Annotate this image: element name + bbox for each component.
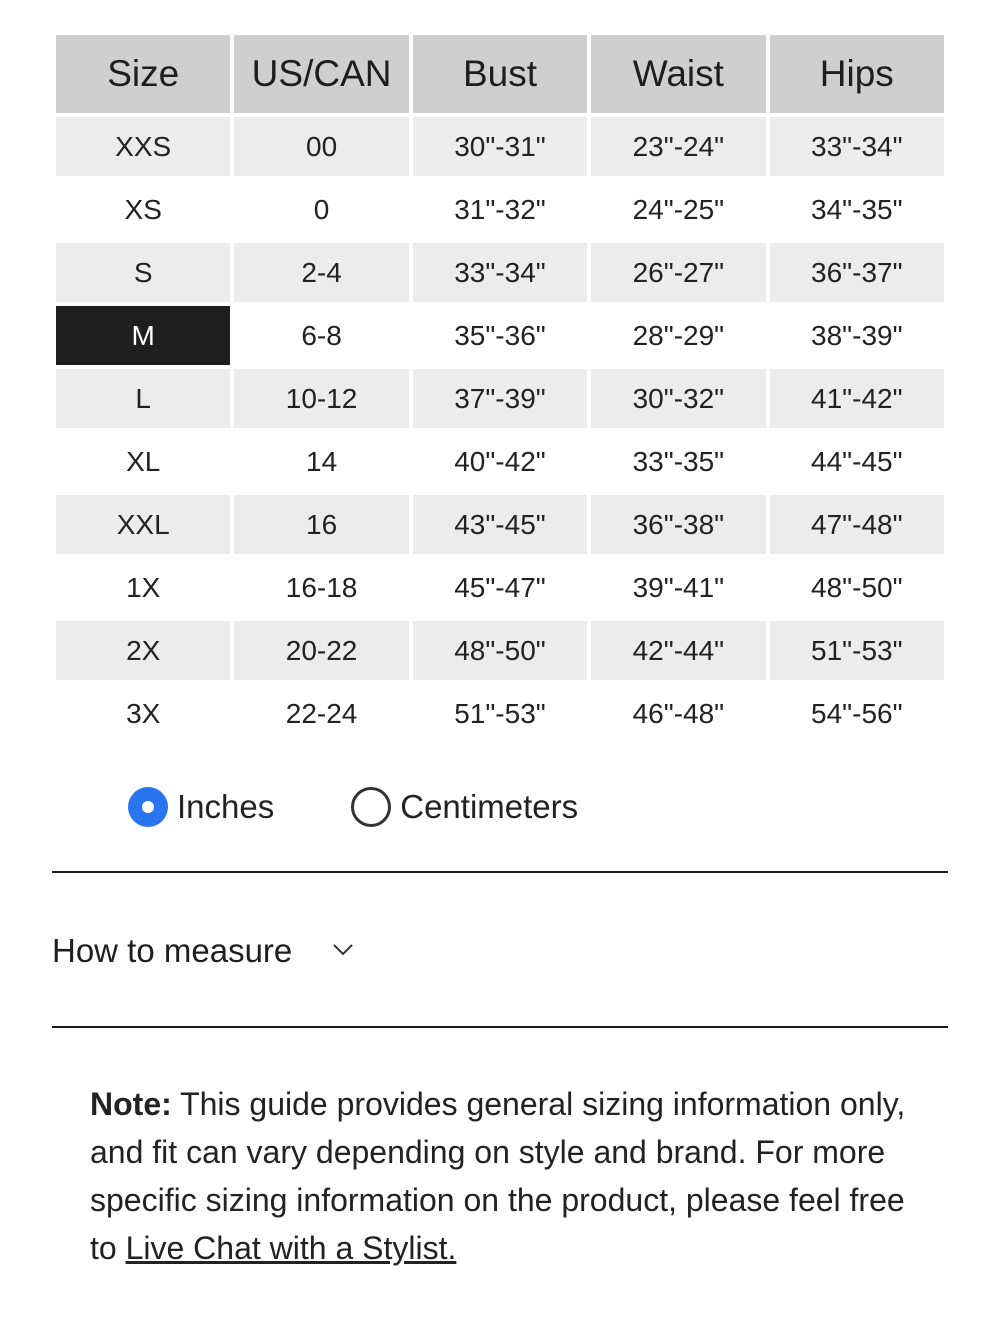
inches-radio[interactable] bbox=[128, 787, 168, 827]
cell-bust: 45"-47" bbox=[454, 571, 546, 603]
cell-bust: 35"-36" bbox=[454, 319, 546, 351]
cell-us-can: 2-4 bbox=[234, 243, 408, 302]
cell-us-can: 20-22 bbox=[234, 621, 408, 680]
unit-option-inches[interactable] bbox=[128, 787, 274, 827]
table-row bbox=[56, 684, 944, 743]
header-bust: Bust bbox=[413, 35, 587, 113]
cell-us-can: 22-24 bbox=[285, 697, 358, 729]
size-chart-table bbox=[52, 31, 948, 747]
cell-waist: 36"-38" bbox=[591, 495, 765, 554]
header-hips: Hips bbox=[770, 35, 944, 113]
divider-top bbox=[52, 871, 948, 873]
unit-option-centimeters[interactable] bbox=[351, 787, 578, 827]
cell-waist: 28"-29" bbox=[632, 319, 725, 351]
table-row bbox=[56, 432, 944, 491]
cell-size: XS bbox=[124, 193, 162, 225]
sizing-note bbox=[90, 1080, 930, 1272]
cell-bust: 48"-50" bbox=[413, 621, 587, 680]
cell-size: XL bbox=[126, 445, 161, 477]
cell-bust: 51"-53" bbox=[454, 697, 546, 729]
table-row bbox=[56, 621, 944, 680]
cell-hips: 48"-50" bbox=[811, 571, 903, 603]
cell-us-can: 6-8 bbox=[301, 319, 342, 351]
cell-us-can: 00 bbox=[234, 117, 408, 176]
table-row bbox=[56, 369, 944, 428]
cell-waist: 42"-44" bbox=[591, 621, 765, 680]
header-us-can: US/CAN bbox=[234, 35, 408, 113]
table-header-row bbox=[56, 35, 944, 113]
cell-hips: 54"-56" bbox=[811, 697, 903, 729]
cell-hips: 38"-39" bbox=[811, 319, 903, 351]
cell-waist: 46"-48" bbox=[632, 697, 725, 729]
cell-hips: 41"-42" bbox=[770, 369, 944, 428]
cell-bust: 31"-32" bbox=[454, 193, 546, 225]
cell-hips: 33"-34" bbox=[770, 117, 944, 176]
table-row bbox=[56, 117, 944, 176]
unit-toggle bbox=[128, 782, 578, 832]
cell-hips: 44"-45" bbox=[811, 445, 903, 477]
cell-hips: 34"-35" bbox=[811, 193, 903, 225]
cell-size: 2X bbox=[56, 621, 230, 680]
cell-bust: 33"-34" bbox=[413, 243, 587, 302]
how-to-measure-toggle[interactable] bbox=[52, 928, 354, 974]
cell-hips: 51"-53" bbox=[770, 621, 944, 680]
note-label: Note: bbox=[90, 1086, 172, 1122]
cell-waist: 26"-27" bbox=[591, 243, 765, 302]
cell-us-can: 16 bbox=[234, 495, 408, 554]
cell-us-can: 16-18 bbox=[285, 571, 358, 603]
cell-size: XXL bbox=[56, 495, 230, 554]
cell-waist: 39"-41" bbox=[632, 571, 725, 603]
cell-size: 3X bbox=[126, 697, 161, 729]
centimeters-radio[interactable] bbox=[351, 787, 391, 827]
cell-size: XXS bbox=[56, 117, 230, 176]
cell-us-can: 0 bbox=[313, 193, 330, 225]
table-row bbox=[56, 243, 944, 302]
cell-waist: 24"-25" bbox=[632, 193, 725, 225]
note-text: This guide provides general sizing information only, and fit can vary depending on style and brand. For more specific sizing information on the product, please feel free to bbox=[90, 1086, 906, 1266]
cell-waist: 23"-24" bbox=[591, 117, 765, 176]
cell-waist: 30"-32" bbox=[591, 369, 765, 428]
live-chat-link[interactable]: Live Chat with a Stylist. bbox=[125, 1230, 457, 1266]
size-chart-body bbox=[56, 117, 944, 743]
table-row bbox=[56, 558, 944, 617]
cell-bust: 43"-45" bbox=[413, 495, 587, 554]
inches-label: Inches bbox=[177, 788, 275, 825]
cell-hips: 47"-48" bbox=[770, 495, 944, 554]
cell-size: L bbox=[56, 369, 230, 428]
cell-size: S bbox=[56, 243, 230, 302]
table-row bbox=[56, 306, 944, 365]
cell-hips: 36"-37" bbox=[770, 243, 944, 302]
cell-size: M bbox=[56, 306, 230, 365]
divider-bottom bbox=[52, 1026, 948, 1028]
cell-us-can: 10-12 bbox=[234, 369, 408, 428]
cell-us-can: 14 bbox=[306, 445, 338, 477]
table-row bbox=[56, 495, 944, 554]
table-row bbox=[56, 180, 944, 239]
chevron-down-icon bbox=[332, 938, 354, 960]
header-size: Size bbox=[56, 35, 230, 113]
cell-bust: 30"-31" bbox=[413, 117, 587, 176]
cell-bust: 40"-42" bbox=[454, 445, 546, 477]
cell-bust: 37"-39" bbox=[413, 369, 587, 428]
cell-waist: 33"-35" bbox=[632, 445, 725, 477]
how-to-measure-label: How to measure bbox=[52, 932, 293, 969]
cell-size: 1X bbox=[126, 571, 161, 603]
header-waist: Waist bbox=[591, 35, 765, 113]
centimeters-label: Centimeters bbox=[400, 788, 579, 825]
